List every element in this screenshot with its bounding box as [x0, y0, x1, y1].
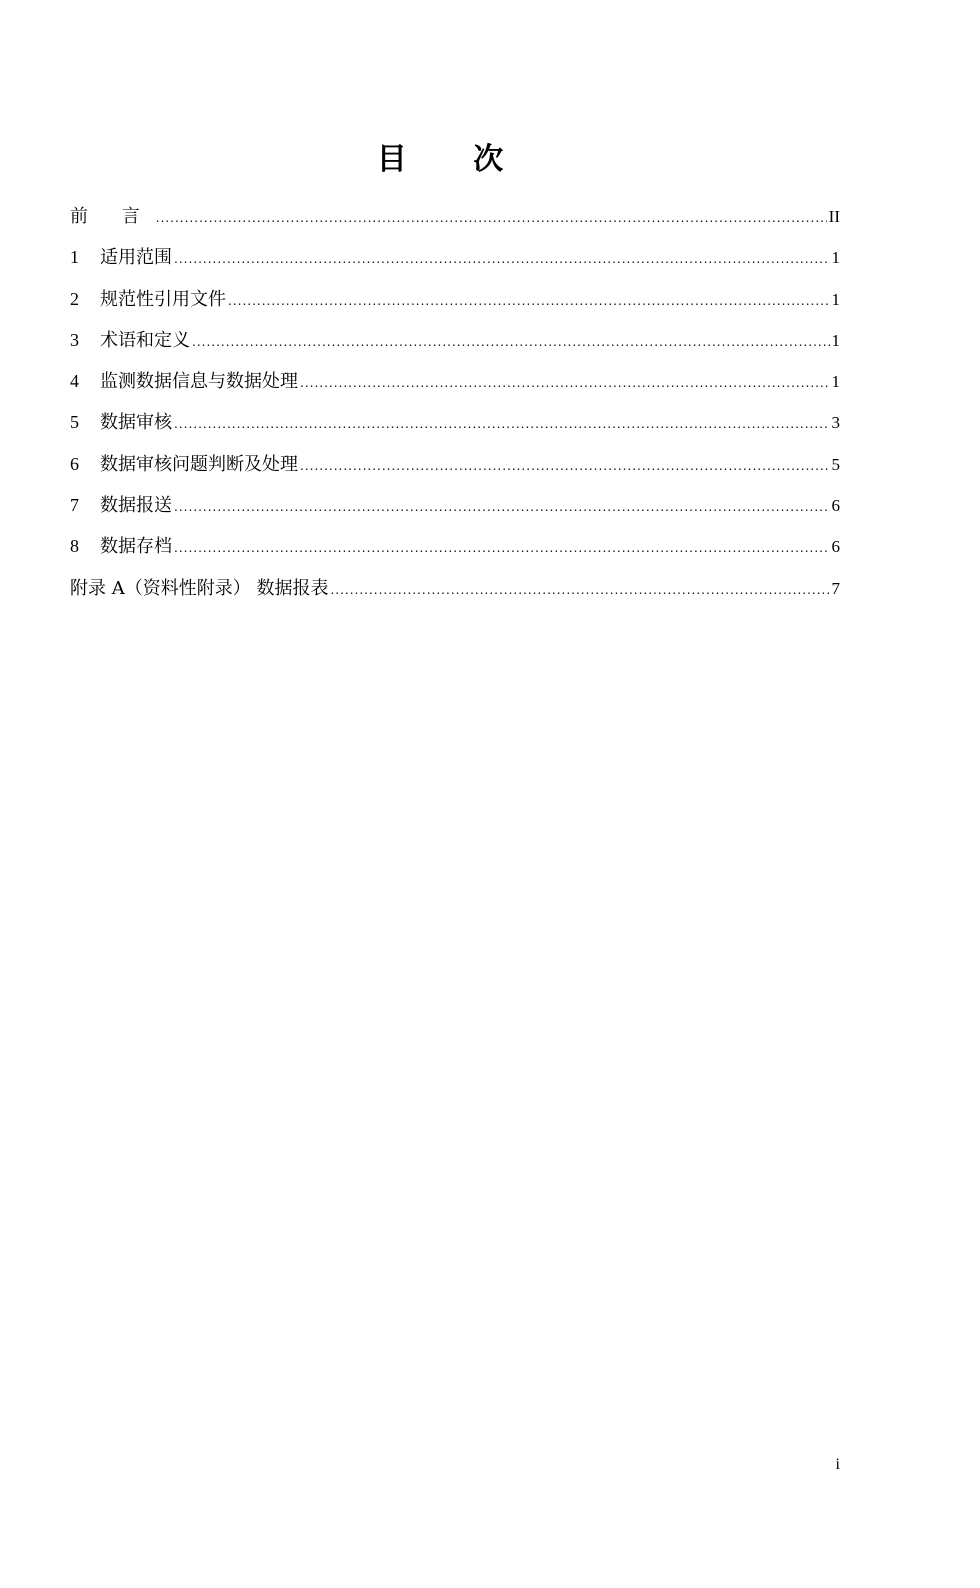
- toc-leader-dots: [300, 446, 830, 487]
- toc-entry-5[interactable]: [70, 402, 840, 443]
- toc-entry-appendix-a[interactable]: [70, 568, 840, 609]
- toc-entry-4[interactable]: [70, 361, 840, 402]
- toc-entry-page: 7: [831, 578, 840, 598]
- toc-entry-page: 6: [831, 537, 840, 557]
- toc-entry-page: 6: [831, 496, 840, 516]
- toc-entry-label: 数据审核: [100, 412, 172, 434]
- toc-leader-dots: [174, 239, 830, 280]
- toc-entry-preface[interactable]: [70, 196, 840, 237]
- toc-entry-number: 5: [70, 412, 79, 433]
- toc-entry-page: 1: [831, 289, 840, 309]
- toc-leader-dots: [156, 198, 827, 239]
- toc-entry-number: 1: [70, 247, 79, 268]
- toc-entry-label: 数据报送: [100, 495, 172, 517]
- toc-entry-1[interactable]: [70, 237, 840, 278]
- toc-entry-page: 3: [831, 413, 840, 433]
- toc-entry-number: 7: [70, 495, 79, 516]
- page-title: 目 次: [376, 142, 532, 177]
- toc-leader-dots: [174, 404, 830, 445]
- toc-entry-7[interactable]: [70, 485, 840, 526]
- toc-entry-label: 监测数据信息与数据处理: [100, 371, 298, 393]
- toc-entry-number: 8: [70, 536, 79, 557]
- toc-entry-page: 5: [831, 454, 840, 474]
- toc-entry-number: 3: [70, 329, 79, 350]
- toc-entry-label: 术语和定义: [100, 329, 190, 351]
- toc-entry-label: 附录 A（资料性附录） 数据报表: [70, 577, 329, 599]
- toc-entry-label: 前 言: [70, 206, 154, 227]
- toc-leader-dots: [330, 570, 829, 611]
- table-of-contents: [70, 196, 840, 609]
- toc-leader-dots: [300, 363, 830, 404]
- toc-leader-dots: [174, 528, 830, 569]
- toc-entry-label: 适用范围: [100, 247, 172, 269]
- toc-entry-page: II: [828, 207, 840, 226]
- toc-leader-dots: [174, 487, 830, 528]
- toc-entry-number: 6: [70, 453, 79, 474]
- toc-leader-dots: [192, 322, 830, 363]
- toc-leader-dots: [228, 281, 830, 322]
- toc-entry-page: 1: [831, 372, 840, 392]
- toc-entry-label: 规范性引用文件: [100, 288, 226, 310]
- toc-entry-label: 数据存档: [100, 536, 172, 558]
- toc-entry-page: 1: [831, 330, 840, 350]
- toc-entry-2[interactable]: [70, 279, 840, 320]
- toc-entry-page: 1: [831, 248, 840, 268]
- page-number: i: [835, 1456, 840, 1473]
- toc-entry-3[interactable]: [70, 320, 840, 361]
- toc-entry-6[interactable]: [70, 444, 840, 485]
- toc-entry-8[interactable]: [70, 526, 840, 567]
- toc-entry-number: 4: [70, 371, 79, 392]
- toc-entry-number: 2: [70, 288, 79, 309]
- toc-entry-label: 数据审核问题判断及处理: [100, 453, 298, 475]
